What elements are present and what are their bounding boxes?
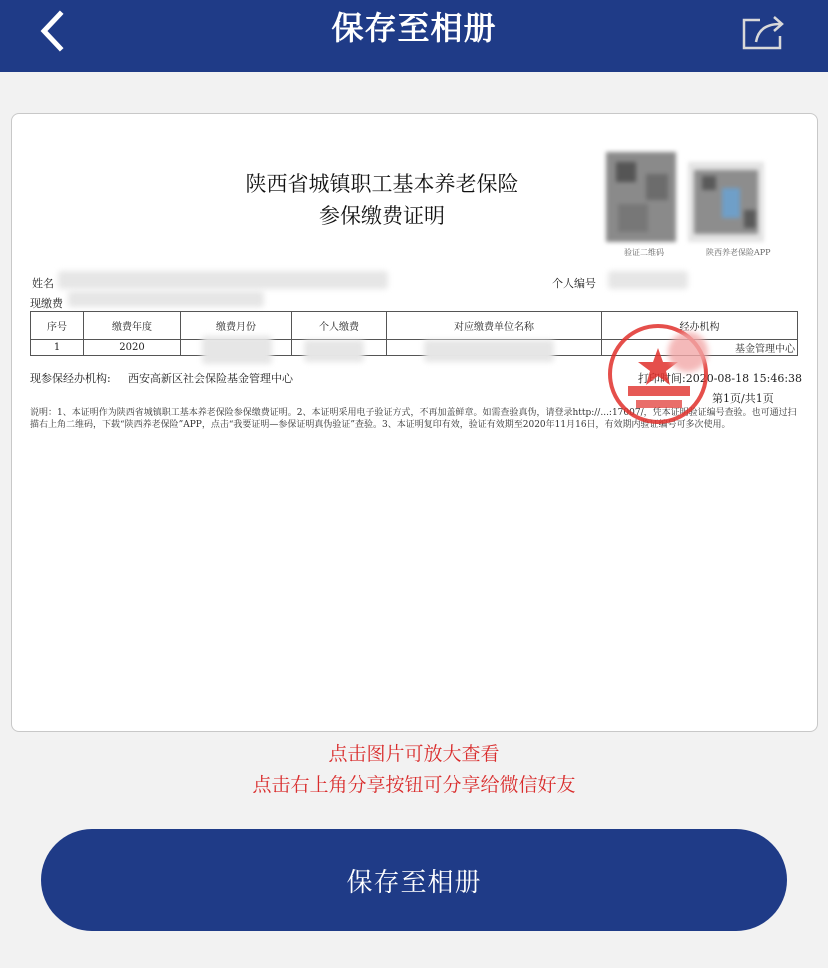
table-header-cell: 经办机构 <box>602 312 798 340</box>
save-to-album-button[interactable]: 保存至相册 <box>41 829 787 931</box>
print-time: 打印时间:2020-08-18 15:46:38 <box>638 372 803 385</box>
redacted-month <box>202 336 272 364</box>
redacted-current-payment <box>68 291 264 307</box>
hint-share: 点击右上角分享按钮可分享给微信好友 <box>252 774 576 796</box>
qr-caption-right: 陕西养老保险APP <box>706 248 771 257</box>
table-header-cell: 对应缴费单位名称 <box>387 312 602 340</box>
agency-value: 西安高新区社会保险基金管理中心 <box>128 372 293 385</box>
redacted-name <box>58 271 388 289</box>
share-icon <box>736 8 790 54</box>
qr-caption-left: 验证二维码 <box>624 248 664 257</box>
page-info: 第1页/共1页 <box>712 392 774 405</box>
agency-label: 现参保经办机构: <box>30 372 111 385</box>
table-header-cell: 缴费年度 <box>84 312 181 340</box>
certificate-subtitle: 参保缴费证明 <box>319 204 445 228</box>
official-stamp-icon <box>606 318 716 438</box>
personal-id-label: 个人编号 <box>552 277 596 290</box>
table-cell: 1 <box>31 340 84 356</box>
hint-zoom: 点击图片可放大查看 <box>328 743 500 765</box>
top-nav-bar <box>0 0 828 72</box>
certificate-image[interactable] <box>11 113 818 732</box>
redacted-employer <box>424 340 554 362</box>
redacted-amount <box>304 340 364 362</box>
certificate-notes: 说明：1、本证明作为陕西省城镇职工基本养老保险参保缴费证明。2、本证明采用电子验证方式，不再加盖鲜章。如需查验真伪，请登录http://...:17007/，凭本证明验证编号查验。也可通过扫描右上角二维码，下载“陕西养老保险”APP，点击“我要证明—参保证明真伪验证”查验。3、本证明复印有效，验证有效期至2020年11月16日，有效期内验证编号可多次使用。 <box>30 408 797 430</box>
table-header-cell: 缴费月份 <box>181 312 292 340</box>
table-cell: 2020 <box>84 340 181 356</box>
table-header-cell: 序号 <box>31 312 84 340</box>
certificate-title: 陕西省城镇职工基本养老保险 <box>245 172 519 196</box>
name-label: 姓名 <box>32 277 54 290</box>
current-payment-label: 现缴费 <box>30 297 63 310</box>
redacted-personal-id <box>608 271 688 289</box>
page-title: 保存至相册 <box>331 9 497 47</box>
share-button[interactable] <box>736 8 790 54</box>
table-header-cell: 个人缴费 <box>292 312 387 340</box>
qr-code-area <box>594 144 770 264</box>
table-cell: 基金管理中心 <box>602 340 798 356</box>
